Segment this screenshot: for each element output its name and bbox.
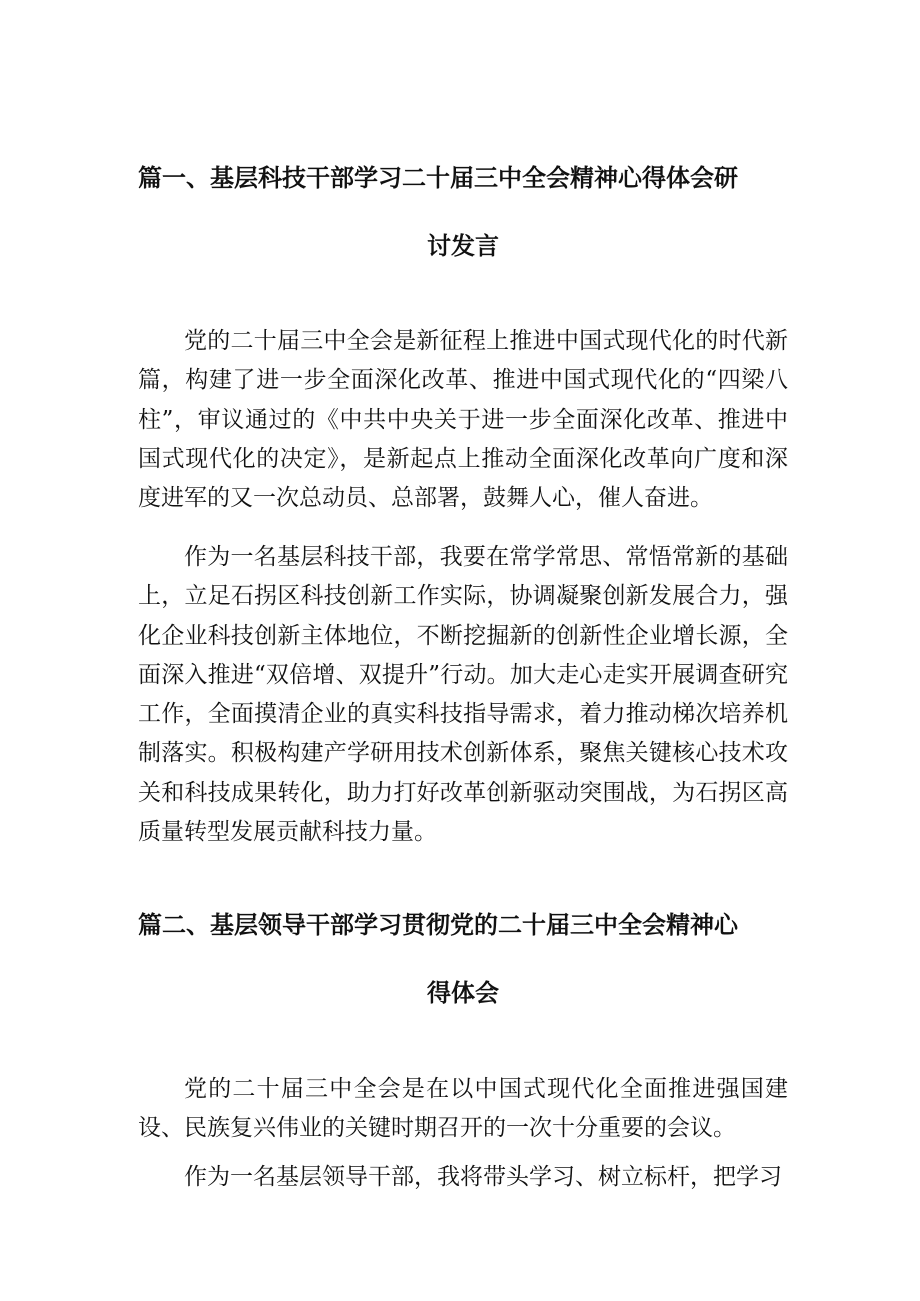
section1-paragraph-1: 党的二十届三中全会是新征程上推进中国式现代化的时代新篇，构建了进一步全面深化改革、推进中国式现代化的“四梁八柱”，审议通过的《中共中央关于进一步全面深化改革、推进中国式现代化的决定》，是新起点上推动全面深化改革向广度和深度进军的又一次总动员、总部署，鼓舞人心，催人奋进。 [138,328,788,512]
section1-title-line2: 讨发言 [427,232,499,260]
section1-paragraph-2: 作为一名基层科技干部，我要在常学常思、常悟常新的基础上，立足石拐区科技创新工作实际，协调凝聚创新发展合力，强化企业科技创新主体地位，不断挖掘新的创新性企业增长源，全面深入推进“双倍增、双提升”行动。加大走心走实开展调查研究工作，全面摸清企业的真实科技指导需求，着力推动梯次培养机制落实。积极构建产学研用技术创新体系，聚焦关键核心技术攻关和科技成果转化，助力打好改革创新驱动突围战，为石拐区高质量转型发展贡献科技力量。 [138,544,788,846]
section1-title-line1: 篇一、基层科技干部学习二十届三中全会精神心得体会研 [138,164,738,192]
section2-paragraph-2: 作为一名基层领导干部，我将带头学习、树立标杆，把学习 [184,1164,782,1190]
section2-title-line2: 得体会 [427,979,499,1007]
section2-paragraph-1: 党的二十届三中全会是在以中国式现代化全面推进强国建设、民族复兴伟业的关键时期召开的一次十分重要的会议。 [138,1076,788,1142]
section2-title [138,910,788,1008]
section1-title [138,163,788,261]
section2-title-line1: 篇二、基层领导干部学习贯彻党的二十届三中全会精神心 [138,911,738,939]
